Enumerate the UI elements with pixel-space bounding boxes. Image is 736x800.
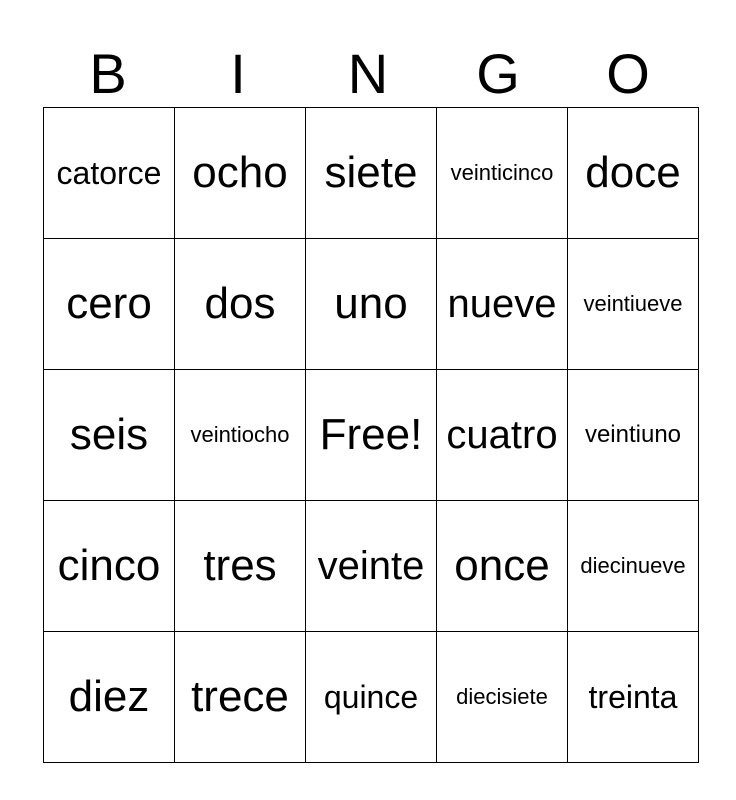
cell-label: uno [334,279,408,328]
bingo-cell[interactable] [175,501,306,632]
free-space[interactable] [306,370,437,501]
cell-label: dos [204,279,276,328]
bingo-cell[interactable] [437,632,568,763]
cell-label: veinticinco [450,159,554,185]
bingo-cell[interactable] [44,239,175,370]
free-space-label: Free! [319,410,423,459]
board-row-4 [44,501,699,632]
header-letter-g: G [476,42,520,105]
cell-label: nueve [447,282,557,326]
cell-label: cuatro [446,413,558,457]
cell-label: diez [68,672,150,721]
bingo-header [43,40,693,108]
bingo-cell[interactable] [175,632,306,763]
board-row-3 [44,370,699,501]
bingo-cell[interactable] [437,239,568,370]
header-letter-n: N [347,42,389,105]
cell-label: veintiocho [190,421,290,447]
cell-label: trece [191,672,289,721]
bingo-cell[interactable] [568,370,699,501]
bingo-board [43,107,699,763]
bingo-cell[interactable] [568,239,699,370]
bingo-cell[interactable] [306,239,437,370]
bingo-cell[interactable] [568,501,699,632]
bingo-cell[interactable] [568,632,699,763]
bingo-cell[interactable] [44,108,175,239]
board-row-2 [44,239,699,370]
header-letter-b: B [89,42,127,105]
cell-label: doce [585,148,681,197]
cell-label: treinta [588,679,678,715]
bingo-cell[interactable] [306,108,437,239]
cell-label: diecinueve [580,552,686,578]
cell-label: ocho [192,148,288,197]
cell-label: veinte [317,544,425,588]
bingo-cell[interactable] [306,632,437,763]
bingo-cell[interactable] [437,501,568,632]
cell-label: cero [66,279,152,328]
bingo-cell[interactable] [175,370,306,501]
bingo-cell[interactable] [44,370,175,501]
cell-label: quince [323,679,419,715]
cell-label: seis [69,410,149,459]
cell-label: cinco [57,541,161,590]
bingo-cell[interactable] [175,239,306,370]
bingo-cell[interactable] [437,108,568,239]
bingo-cell[interactable] [568,108,699,239]
cell-label: veintiueve [583,290,683,316]
cell-label: diecisiete [456,683,548,709]
bingo-cell[interactable] [306,501,437,632]
header-letter-i: I [230,42,246,105]
bingo-cell[interactable] [175,108,306,239]
cell-label: once [454,541,550,590]
header-letter-o: O [606,42,650,105]
bingo-cell[interactable] [44,501,175,632]
board-row-1 [44,108,699,239]
cell-label: catorce [56,155,162,191]
bingo-cell[interactable] [437,370,568,501]
cell-label: siete [324,148,418,197]
cell-label: veintiuno [584,421,682,448]
bingo-cell[interactable] [44,632,175,763]
board-row-5 [44,632,699,763]
cell-label: tres [203,541,277,590]
